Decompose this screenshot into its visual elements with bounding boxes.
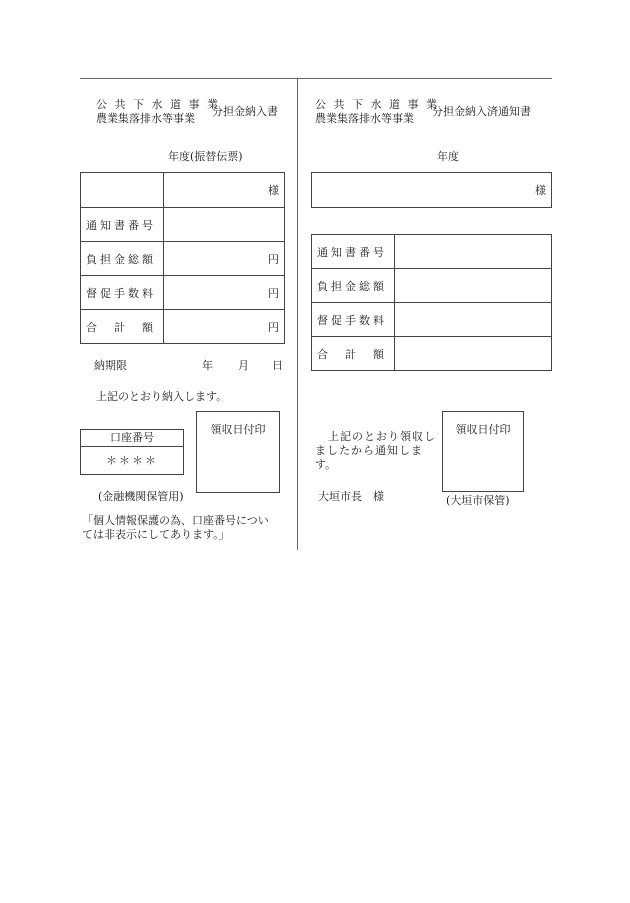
right-doc-type: 分担金納入済通知書 — [432, 105, 531, 118]
left-year-label: 年度(振替伝票) — [168, 150, 243, 163]
left-doc-type: 分担金納入書 — [212, 105, 278, 118]
account-number-value: ＊＊＊＊ — [106, 454, 158, 467]
left-unit-reminder-fee: 円 — [164, 276, 285, 310]
table-row — [312, 173, 552, 208]
right-label-reminder-fee: 督促手数料 — [312, 303, 395, 337]
right-statement-line3: す。 — [315, 458, 337, 471]
left-due-month: 月 — [238, 359, 249, 372]
right-value-total-burden[interactable] — [395, 269, 552, 303]
right-form-table — [311, 234, 552, 371]
account-number-label: 口座番号 — [81, 430, 183, 447]
left-value-notice-number[interactable] — [164, 208, 285, 242]
right-label-total-burden: 負担金総額 — [312, 269, 395, 303]
left-label-reminder-fee: 督促手数料 — [81, 276, 164, 310]
left-title-line2: 農業集落排水等事業 — [96, 112, 195, 125]
left-unit-total-burden: 円 — [164, 242, 285, 276]
right-sama: 様 — [312, 173, 552, 208]
table-row — [312, 303, 552, 337]
right-keep-note: (大垣市保管) — [446, 494, 510, 507]
left-unit-total: 円 — [164, 310, 285, 344]
right-value-notice-number[interactable] — [395, 235, 552, 269]
table-row — [81, 242, 285, 276]
table-row — [312, 269, 552, 303]
right-stamp-label: 領収日付印 — [455, 423, 511, 436]
left-due-year: 年 — [202, 359, 213, 372]
table-row — [81, 173, 285, 208]
table-row — [81, 208, 285, 242]
right-label-notice-number: 通知書番号 — [312, 235, 395, 269]
top-rule — [80, 78, 552, 79]
left-statement: 上記のとおり納入します。 — [96, 390, 228, 403]
right-value-reminder-fee[interactable] — [395, 303, 552, 337]
left-due-label: 納期限 — [94, 359, 127, 372]
right-title-line2: 農業集落排水等事業 — [315, 112, 414, 125]
left-label-total: 合 計 額 — [81, 310, 164, 344]
account-number-box — [80, 429, 184, 475]
right-mayor: 大垣市長 様 — [318, 490, 384, 503]
right-value-total[interactable] — [395, 337, 552, 371]
privacy-note-line1: 「個人情報保護の為、口座番号につい — [82, 514, 269, 527]
table-row — [312, 235, 552, 269]
center-divider — [297, 78, 298, 550]
table-row — [81, 310, 285, 344]
right-name-table — [311, 172, 552, 208]
right-year-label: 年度 — [437, 150, 459, 163]
right-statement-line1: 上記のとおり領収し — [328, 430, 436, 443]
left-form-table — [80, 172, 285, 344]
left-stamp-box — [196, 411, 280, 493]
left-stamp-label: 領収日付印 — [210, 423, 266, 436]
table-row — [312, 337, 552, 371]
left-label-notice-number: 通知書番号 — [81, 208, 164, 242]
left-name-label-cell — [81, 173, 164, 208]
left-title-line1: 公 共 下 水 道 事 業 — [96, 98, 220, 111]
table-row — [81, 276, 285, 310]
right-label-total: 合 計 額 — [312, 337, 395, 371]
left-label-total-burden: 負担金総額 — [81, 242, 164, 276]
left-sama: 様 — [164, 173, 285, 208]
right-stamp-box — [442, 411, 524, 492]
privacy-note-line2: ては非表示にしてあります。」 — [82, 528, 230, 541]
left-due-day: 日 — [272, 359, 283, 372]
right-statement-line2: ましたから通知しま — [315, 444, 423, 457]
right-title-line1: 公 共 下 水 道 事 業 — [315, 98, 439, 111]
left-keep-note: (金融機関保管用) — [98, 490, 184, 503]
